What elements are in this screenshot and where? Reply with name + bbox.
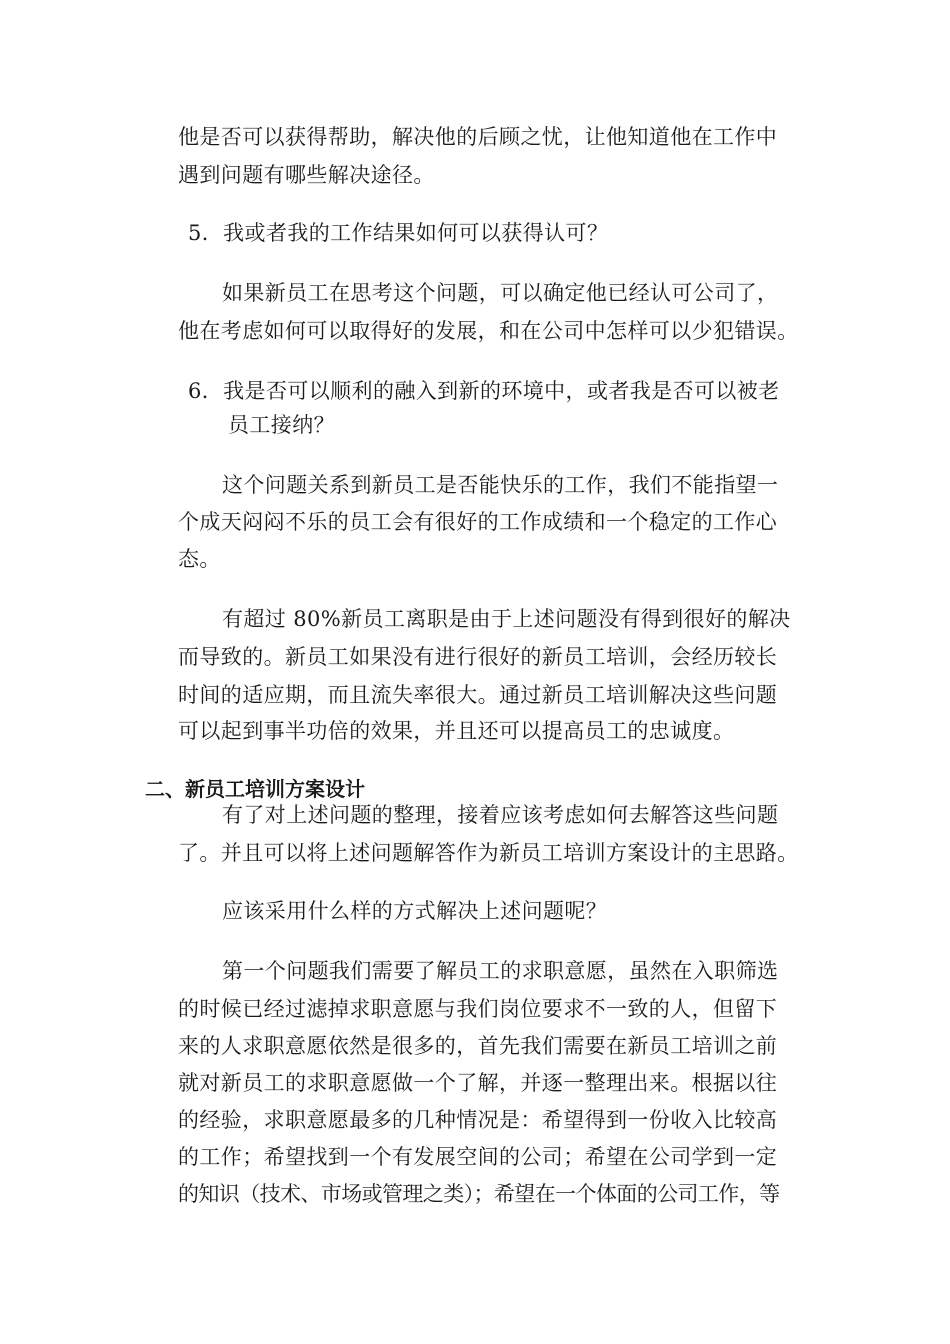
paragraph-line: 个成天闷闷不乐的员工会有很好的工作成绩和一个稳定的工作心 — [178, 510, 778, 534]
paragraph-line: 有了对上述问题的整理，接着应该考虑如何去解答这些问题 — [222, 803, 779, 827]
question-5: 5．我或者我的工作结果如何可以获得认可？ — [188, 221, 609, 245]
paragraph-line: 的工作；希望找到一个有发展空间的公司；希望在公司学到一定 — [178, 1145, 778, 1169]
paragraph-line: 有超过 80%新员工离职是由于上述问题没有得到很好的解决 — [222, 607, 791, 631]
paragraph-line: 第一个问题我们需要了解员工的求职意愿，虽然在入职筛选 — [222, 959, 779, 983]
paragraph-line: 了。并且可以将上述问题解答作为新员工培训方案设计的主思路。 — [178, 841, 799, 865]
paragraph-line: 而导致的。新员工如果没有进行很好的新员工培训，会经历较长 — [178, 645, 778, 669]
paragraph-line: 就对新员工的求职意愿做一个了解，并逐一整理出来。根据以往 — [178, 1071, 778, 1095]
paragraph-line: 这个问题关系到新员工是否能快乐的工作，我们不能指望一 — [222, 473, 779, 497]
paragraph-line: 来的人求职意愿依然是很多的，首先我们需要在新员工培训之前 — [178, 1034, 778, 1058]
paragraph-line: 时间的适应期，而且流失率很大。通过新员工培训解决这些问题 — [178, 683, 778, 707]
paragraph-line: 遇到问题有哪些解决途径。 — [178, 163, 435, 187]
paragraph-line: 可以起到事半功倍的效果，并且还可以提高员工的忠诚度。 — [178, 719, 735, 743]
question-6: 6．我是否可以顺利的融入到新的环境中，或者我是否可以被老 — [188, 379, 780, 403]
paragraph-line: 态。 — [178, 547, 221, 571]
paragraph-line: 的经验，求职意愿最多的几种情况是：希望得到一份收入比较高 — [178, 1108, 778, 1132]
paragraph-line: 的时候已经过滤掉求职意愿与我们岗位要求不一致的人，但留下 — [178, 997, 778, 1021]
paragraph-line: 的知识（技术、市场或管理之类）；希望在一个体面的公司工作，等 — [178, 1182, 780, 1206]
paragraph-line: 他是否可以获得帮助，解决他的后顾之忧，让他知道他在工作中 — [178, 125, 778, 149]
question-6-continuation: 员工接纳？ — [228, 413, 335, 437]
paragraph-line: 他在考虑如何可以取得好的发展，和在公司中怎样可以少犯错误。 — [178, 319, 799, 343]
paragraph-line: 如果新员工在思考这个问题，可以确定他已经认可公司了， — [222, 281, 779, 305]
paragraph-line: 应该采用什么样的方式解决上述问题呢？ — [222, 899, 608, 923]
section-heading: 二、新员工培训方案设计 — [145, 777, 365, 801]
